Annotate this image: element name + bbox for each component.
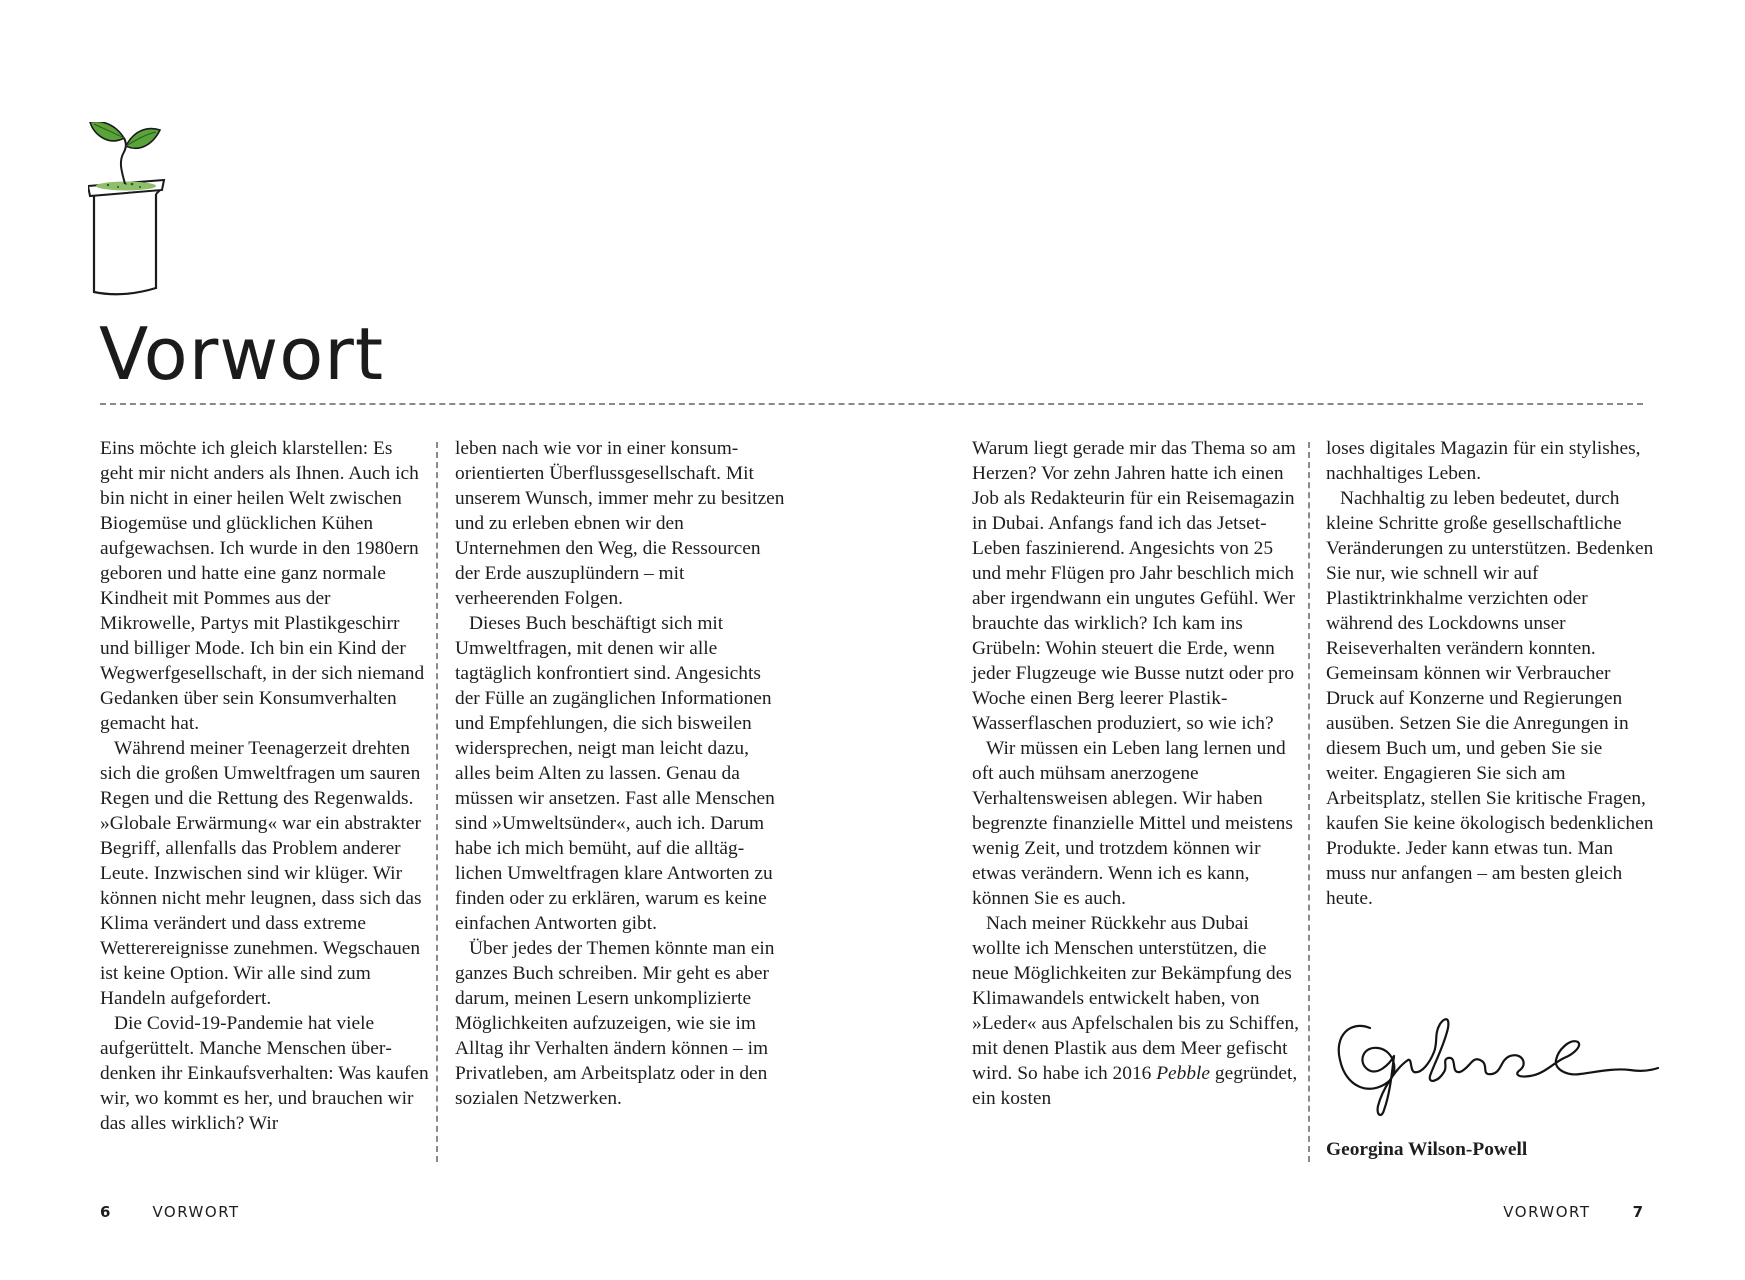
author-name: Georgina Wilson-Powell xyxy=(1326,1139,1528,1160)
running-head-left: VORWORT xyxy=(152,1203,240,1221)
folio-left xyxy=(100,1202,240,1222)
folio-right xyxy=(1503,1202,1643,1222)
paragraph: Dieses Buch beschäftigt sich mit Umweltfragen, mit denen wir alle tagtäglich konfrontiert sind. Angesichts der Fülle an zugänglichen Informationen und Empfehlungen, die sich bisweilen widersprechen, neigt man leicht dazu, alles beim Alten zu lassen. Genau da müssen wir ansetzen. Fast alle Menschen sind »Umweltsünder«, auch ich. Darum habe ich mich bemüht, auf die alltäglichen Umweltfragen klare Antworten zu finden oder zu erklären, warum es keine einfachen Antworten gibt. xyxy=(455,613,775,934)
paragraph-tail: gegründet, ein kosten xyxy=(972,1063,1298,1109)
paragraph: Wir müssen ein Leben lang lernen und oft auch mühsam anerzogene Verhaltensweisen ablegen. Wir haben begrenzte finanzielle Mittel und meistens wenig Zeit, und trotzdem können wir etwas verändern. Wenn ich es kann, können Sie es auch. xyxy=(972,738,1293,909)
paragraph: Nachhaltig zu leben bedeutet, durch kleine Schritte große gesellschaftliche Veränderungen zu unterstützen. Bedenken Sie nur, wie schnell wir auf Plastiktrinkhalme verzichten oder während des Lockdowns unser Reiseverhalten verändern konnten. Gemeinsam können wir Verbraucher Druck auf Konzerne und Regierungen ausüben. Setzen Sie die Anregungen in diesem Buch um, und geben Sie sie weiter. Engagieren Sie sich am Arbeitsplatz, stellen Sie kritische Fragen, kaufen Sie keine ökologisch bedenklichen Produkte. Jeder kann etwas tun. Man muss nur anfangen – am besten gleich heute. xyxy=(1326,488,1654,909)
paragraph-text: Nach meiner Rückkehr aus Dubai wollte ich Menschen unterstützen, die neue Möglichkeiten zur Bekämpfung des Klimawandels entwickelt haben, von »Leder« aus Apfelschalen bis zu Schiffen, mit denen Plastik aus dem Meer gefischt wird. So habe ich 2016 xyxy=(972,913,1300,1084)
text-column-1 xyxy=(100,436,430,1136)
title-divider xyxy=(100,403,1643,405)
paragraph: loses digitales Magazin für ein stylishes, nachhaltiges Leben. xyxy=(1326,438,1641,484)
paragraph: Die Covid-19-Pandemie hat viele aufgerüttelt. Manche Menschen überdenken ihr Einkaufsverhalten: Was kaufen wir, wo kommt es her, und brauchen wir das alles wirklich? Wir xyxy=(100,1013,429,1134)
text-column-3 xyxy=(972,436,1302,1111)
text-column-2 xyxy=(455,436,785,1111)
page-number-right: 7 xyxy=(1632,1203,1643,1221)
signature-icon xyxy=(1330,998,1660,1123)
seedling-in-pot-icon xyxy=(88,122,188,302)
paragraph: Während meiner Teenagerzeit drehten sich die großen Umweltfragen um sauren Regen und die Rettung des Regenwalds. »Globale Erwärmung« war ein abstrakter Begriff, allenfalls das Problem anderer Leute. Inzwischen sind wir klüger. Wir können nicht mehr leugnen, dass sich das Klima verändert und dass extreme Wetterereignisse zunehmen. Wegschauen ist keine Option. Wir alle sind zum Handeln aufgefordert. xyxy=(100,738,422,1009)
running-head-right: VORWORT xyxy=(1503,1203,1591,1221)
paragraph-with-italic xyxy=(972,911,1302,1111)
page-number-left: 6 xyxy=(100,1203,111,1221)
column-divider-left xyxy=(436,442,438,1162)
paragraph: Warum liegt gerade mir das Thema so am Herzen? Vor zehn Jahren hatte ich einen Job als Redakteurin für ein Reisemagazin in Dubai. Anfangs fand ich das Jetset-Leben faszinierend. Angesichts von 25 und mehr Flügen pro Jahr beschlich mich aber irgendwann ein ungutes Gefühl. Wer brauchte das wirklich? Ich kam ins Grübeln: Wohin steuert die Erde, wenn jeder Flugzeuge wie Busse nutzt oder pro Woche einen Berg leerer Plastik-Wasserflaschen produziert, so wie ich? xyxy=(972,438,1296,734)
paragraph: Eins möchte ich gleich klarstellen: Es geht mir nicht anders als Ihnen. Auch ich bin nicht in einer heilen Welt zwischen Biogemüse und glücklichen Kühen aufgewachsen. Ich wurde in den 1980ern geboren und hatte eine ganz normale Kindheit mit Pommes aus der Mikrowelle, Partys mit Plastikgeschirr und billiger Mode. Ich bin ein Kind der Wegwerfgesellschaft, in der sich niemand Gedanken über sein Konsumverhalten gemacht hat. xyxy=(100,438,425,734)
paragraph: leben nach wie vor in einer konsumorientierten Überflussgesellschaft. Mit unserem Wunsch, immer mehr zu besitzen und zu erleben ebnen wir den Unternehmen den Weg, die Ressourcen der Erde auszuplündern – mit verheerenden Folgen. xyxy=(455,438,785,609)
magazine-name: Pebble xyxy=(1156,1063,1211,1084)
page-title: Vorwort xyxy=(99,312,385,396)
paragraph: Über jedes der Themen könnte man ein ganzes Buch schreiben. Mir geht es aber darum, meinen Lesern unkomplizierte Möglichkeiten aufzuzeigen, wie sie im Alltag ihr Verhalten ändern können – im Privatleben, am Arbeitsplatz oder in den sozialen Netzwerken. xyxy=(455,938,775,1109)
column-divider-right xyxy=(1308,442,1310,1162)
text-column-4 xyxy=(1326,436,1656,911)
